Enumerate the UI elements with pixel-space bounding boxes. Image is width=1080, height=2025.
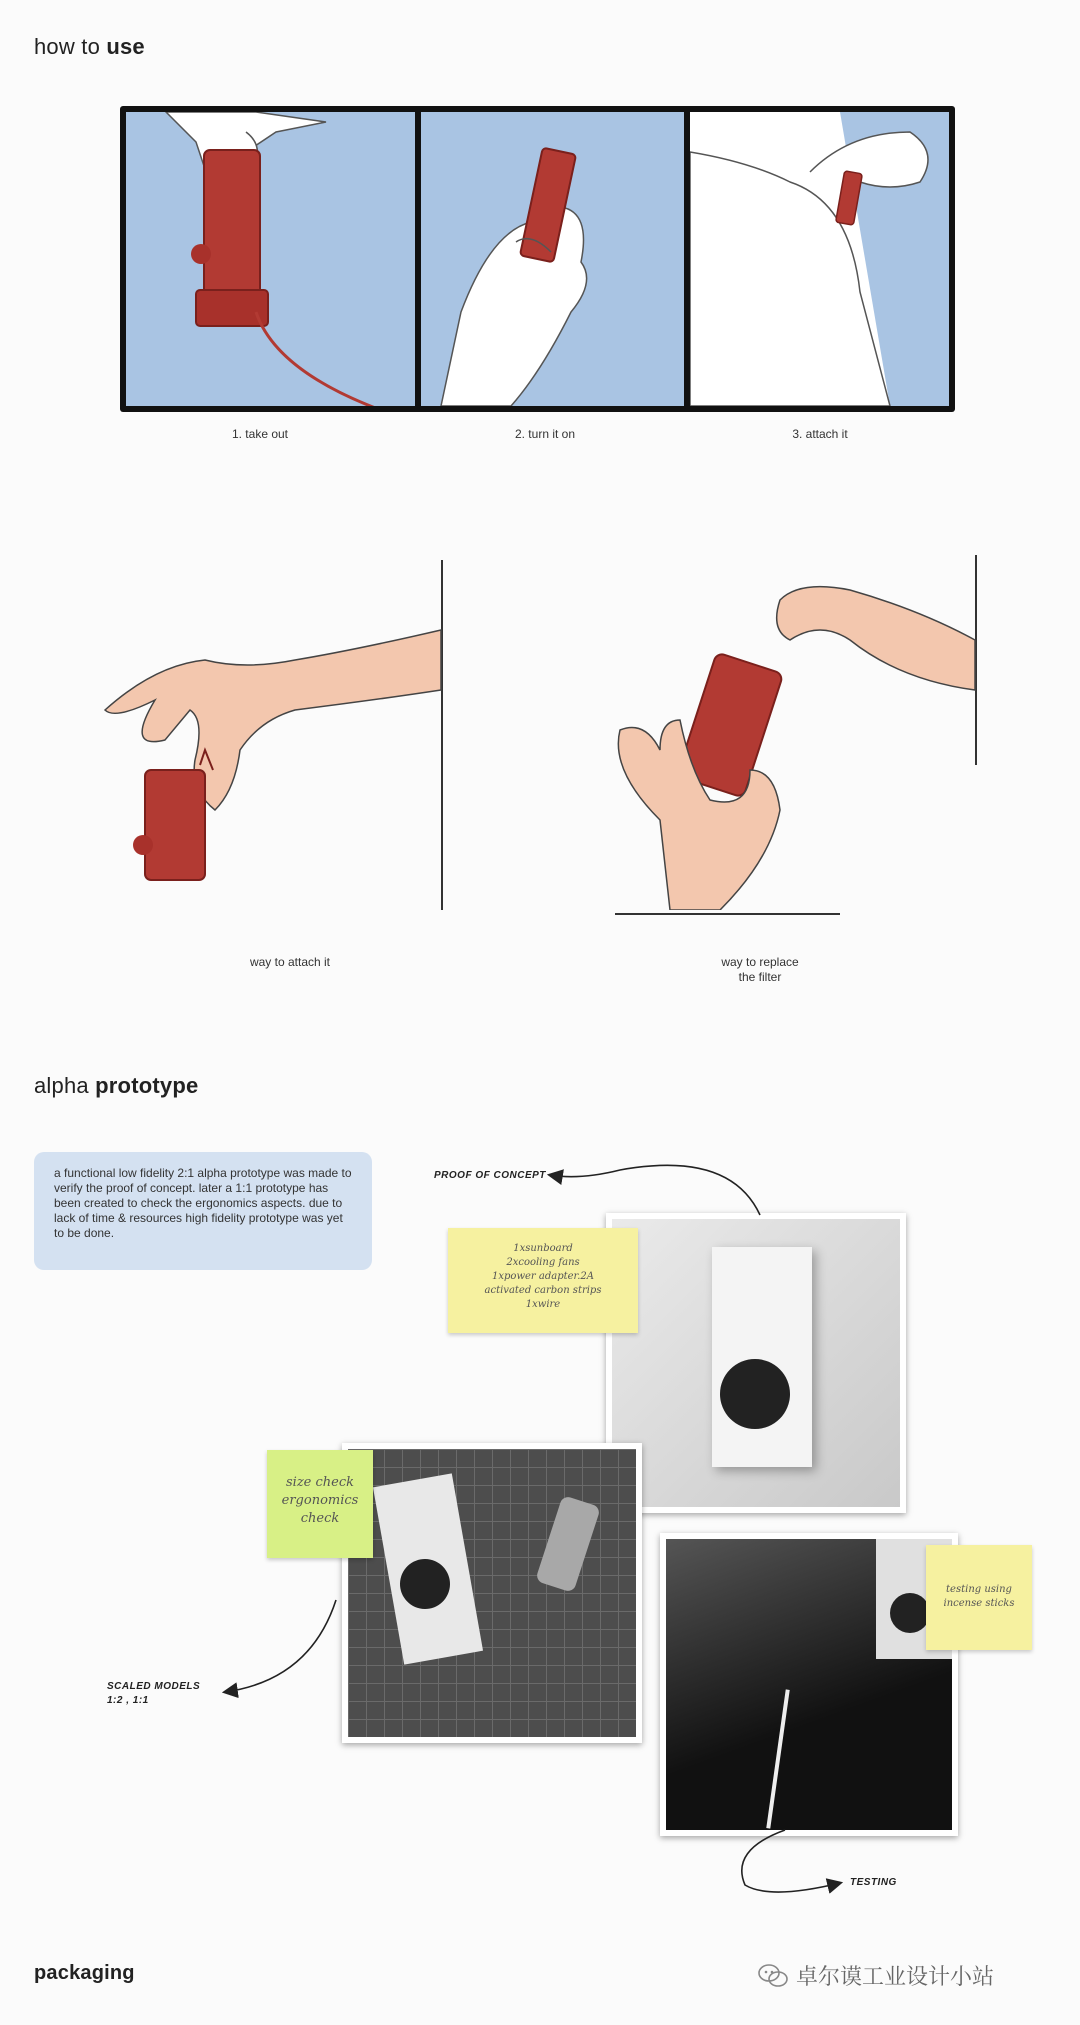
component-line: 1xsunboard: [513, 1243, 573, 1254]
component-line: 1xwire: [525, 1299, 561, 1310]
packaging-title: packaging: [34, 1962, 135, 1984]
prototype-description: a functional low fidelity 2:1 alpha prototype was made to verify the proof of concept. later a 1:1 prototype has been created to check the ergonomics aspects. due to lack of time & resources high fidelity prototype was yet to be done.: [34, 1152, 372, 1270]
alpha-prototype-title: alpha prototype: [34, 1073, 199, 1098]
replace-filter-label-line1: way to replace: [721, 955, 799, 969]
replace-filter-label-line2: the filter: [738, 970, 782, 984]
step-3-label: 3. attach it: [792, 427, 848, 441]
how-to-use-title: how to use: [34, 34, 145, 59]
watermark: [758, 1960, 994, 1991]
step-2-label: 2. turn it on: [514, 427, 576, 441]
component-line: 1xpower adapter.2A: [492, 1271, 594, 1282]
scaled-models-label-line2: 1:2 , 1:1: [107, 1695, 149, 1706]
testing-label: TESTING: [850, 1877, 897, 1888]
proof-arrow: [550, 1165, 760, 1215]
size-check-line: check: [300, 1511, 340, 1526]
testing-note-line: incense sticks: [943, 1598, 1015, 1609]
component-line: 2xcooling fans: [506, 1257, 580, 1268]
testing-note-line: testing using: [946, 1584, 1012, 1595]
watermark-text: 卓尔谟工业设计小站: [796, 1964, 995, 1989]
scaled-models-label-line1: SCALED MODELS: [107, 1681, 201, 1692]
wechat-icon: [758, 1963, 788, 1989]
proof-of-concept-label: PROOF OF CONCEPT: [434, 1170, 546, 1181]
component-line: activated carbon strips: [484, 1285, 602, 1296]
size-check-line: size check: [285, 1475, 354, 1490]
scaled-models-arrow: [225, 1600, 336, 1692]
size-check-line: ergonomics: [281, 1493, 359, 1508]
step-1-label: 1. take out: [231, 427, 289, 441]
attach-way-label: way to attach it: [249, 955, 331, 969]
testing-arrow: [742, 1830, 840, 1892]
